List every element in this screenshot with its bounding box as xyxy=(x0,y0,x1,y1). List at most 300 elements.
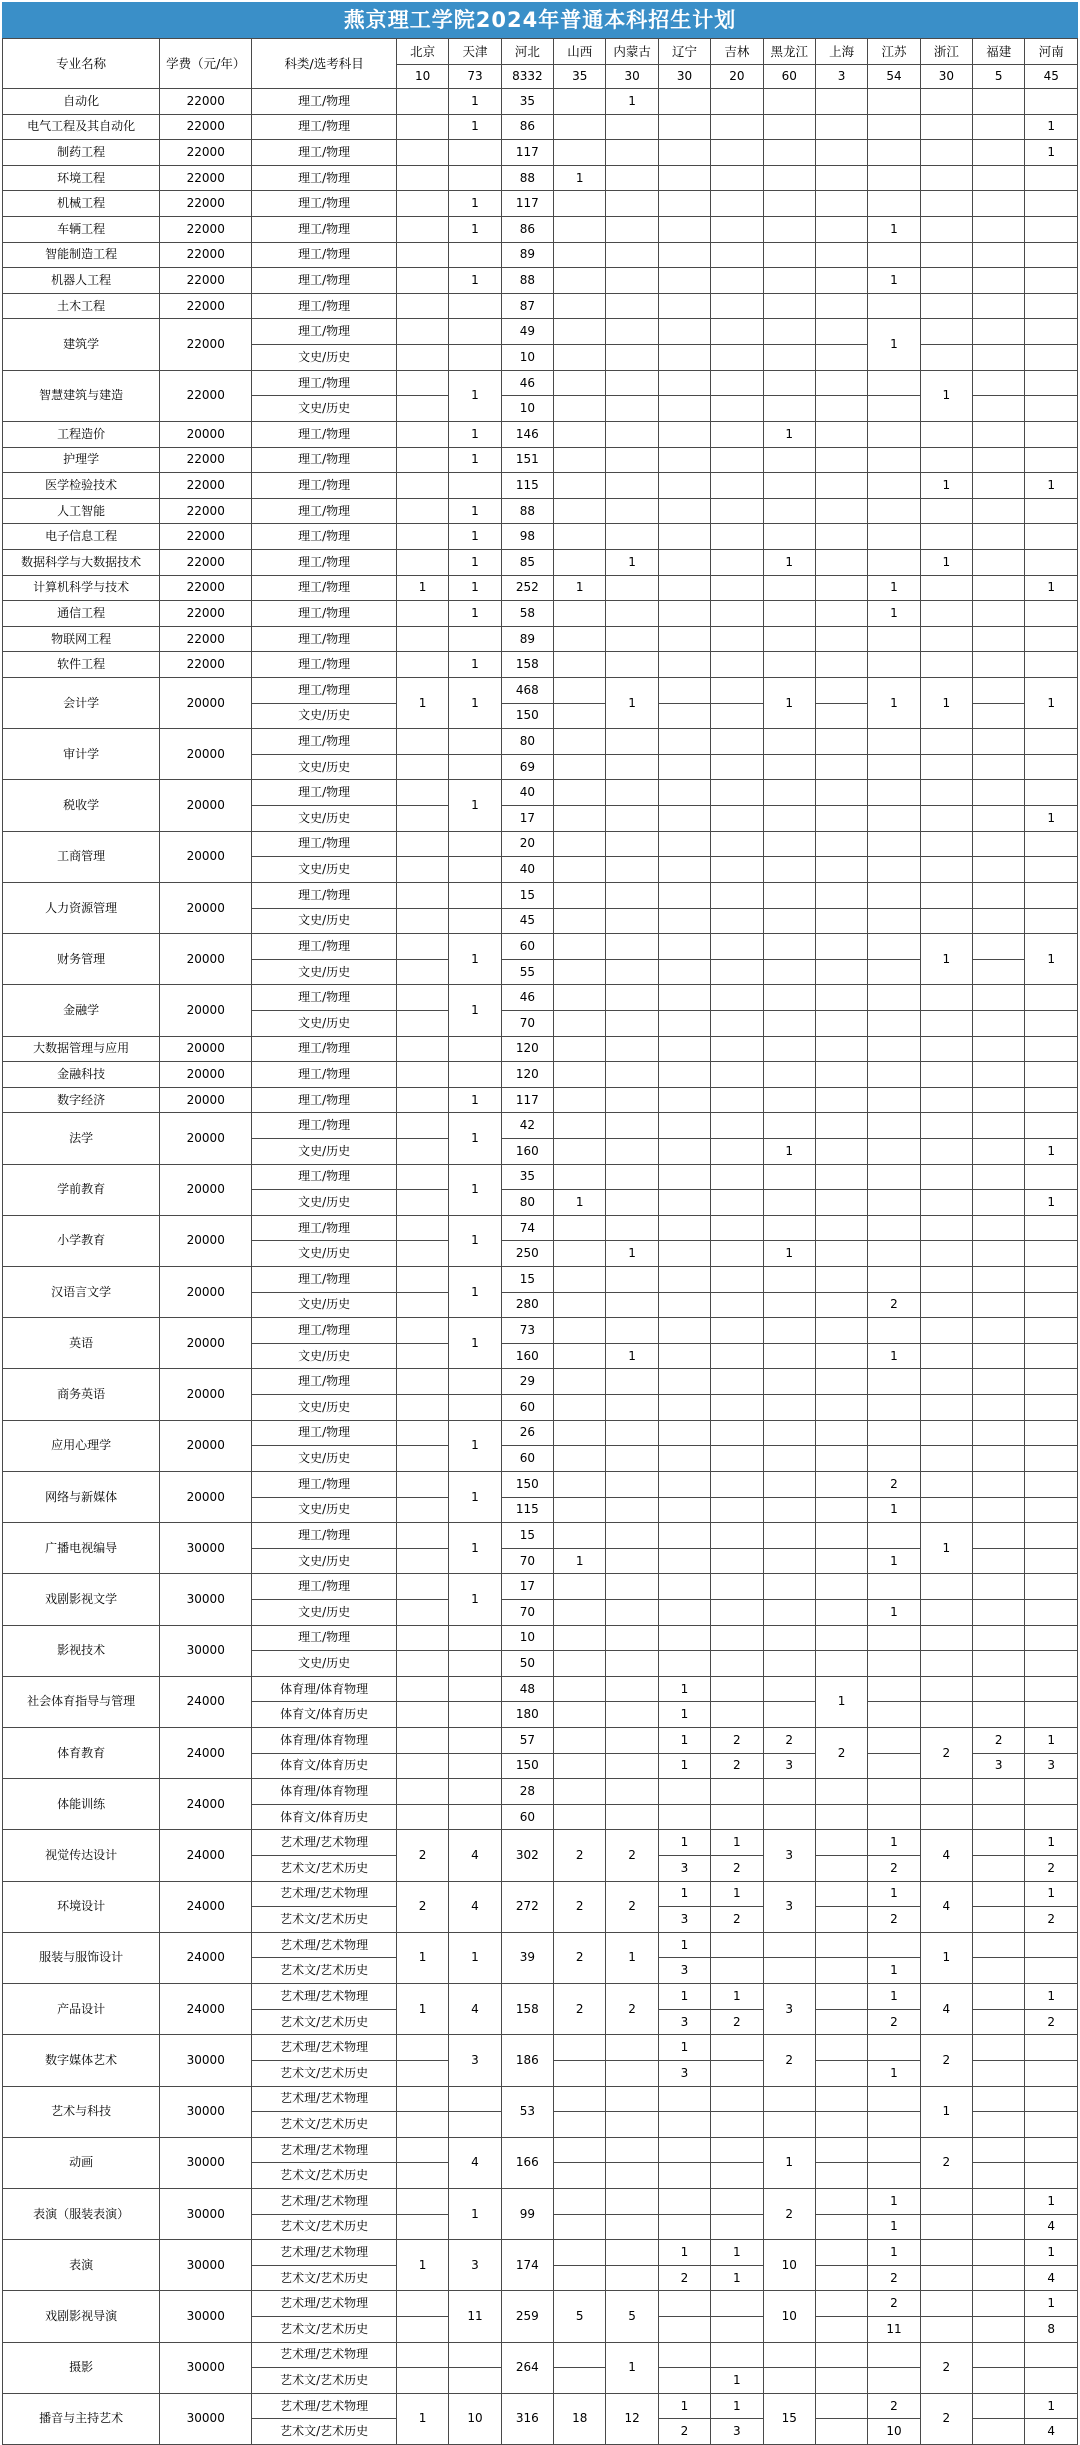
count-cell xyxy=(658,524,710,550)
count-cell xyxy=(711,575,763,601)
category-cell: 理工/物理 xyxy=(252,191,397,217)
count-cell xyxy=(606,857,658,883)
count-cell xyxy=(658,2112,710,2138)
count-cell xyxy=(1025,2342,1078,2368)
fee-cell: 22000 xyxy=(160,319,252,370)
category-cell: 理工/物理 xyxy=(252,473,397,499)
count-cell: 2 xyxy=(815,1728,867,1779)
count-cell xyxy=(1025,1574,1078,1600)
count-cell: 1 xyxy=(1025,2188,1078,2214)
count-cell: 1 xyxy=(920,473,972,499)
fee-cell: 20000 xyxy=(160,934,252,985)
count-cell xyxy=(396,1702,448,1728)
count-cell xyxy=(711,1702,763,1728)
header-province-total: 8332 xyxy=(501,65,553,89)
count-cell xyxy=(711,1292,763,1318)
count-cell xyxy=(449,345,501,371)
count-cell xyxy=(973,2060,1025,2086)
count-cell: 39 xyxy=(501,1932,553,1983)
count-cell xyxy=(396,1651,448,1677)
count-cell xyxy=(868,524,920,550)
count-cell: 85 xyxy=(501,549,553,575)
count-cell xyxy=(396,1138,448,1164)
count-cell: 87 xyxy=(501,293,553,319)
count-cell: 70 xyxy=(501,1548,553,1574)
count-cell xyxy=(1025,1343,1078,1369)
count-cell xyxy=(973,549,1025,575)
count-cell: 4 xyxy=(1025,2214,1078,2240)
count-cell xyxy=(868,498,920,524)
count-cell xyxy=(606,1728,658,1754)
count-cell xyxy=(396,1728,448,1754)
count-cell xyxy=(815,2317,867,2343)
count-cell xyxy=(763,882,815,908)
count-cell xyxy=(973,1164,1025,1190)
count-cell xyxy=(763,217,815,243)
count-cell: 99 xyxy=(501,2188,553,2239)
count-cell xyxy=(815,2086,867,2112)
count-cell xyxy=(973,1395,1025,1421)
count-cell xyxy=(449,1779,501,1805)
count-cell xyxy=(973,345,1025,371)
major-cell: 体育教育 xyxy=(3,1728,160,1779)
count-cell: 29 xyxy=(501,1369,553,1395)
count-cell xyxy=(763,524,815,550)
count-cell xyxy=(973,1497,1025,1523)
count-cell: 1 xyxy=(920,370,972,421)
count-cell xyxy=(868,1267,920,1293)
count-cell xyxy=(815,1036,867,1062)
count-cell: 264 xyxy=(501,2342,553,2393)
category-cell: 文史/历史 xyxy=(252,396,397,422)
major-cell: 戏剧影视文学 xyxy=(3,1574,160,1625)
count-cell xyxy=(868,1318,920,1344)
count-cell: 2 xyxy=(711,1856,763,1882)
count-cell xyxy=(554,1241,606,1267)
fee-cell: 22000 xyxy=(160,473,252,499)
count-cell xyxy=(658,217,710,243)
fee-cell: 20000 xyxy=(160,1062,252,1088)
count-cell xyxy=(658,242,710,268)
count-cell xyxy=(1025,1010,1078,1036)
count-cell xyxy=(1025,1087,1078,1113)
count-cell: 4 xyxy=(449,1830,501,1881)
count-cell xyxy=(658,1804,710,1830)
count-cell xyxy=(763,1548,815,1574)
count-cell xyxy=(396,1676,448,1702)
count-cell xyxy=(711,985,763,1011)
category-cell: 艺术理/艺术物理 xyxy=(252,2137,397,2163)
count-cell: 2 xyxy=(1025,1856,1078,1882)
fee-cell: 20000 xyxy=(160,1087,252,1113)
count-cell: 2 xyxy=(1025,1907,1078,1933)
count-cell: 120 xyxy=(501,1062,553,1088)
count-cell xyxy=(606,1420,658,1446)
count-cell: 280 xyxy=(501,1292,553,1318)
count-cell xyxy=(868,1369,920,1395)
count-cell: 15 xyxy=(501,1267,553,1293)
count-cell xyxy=(973,857,1025,883)
count-cell xyxy=(396,1548,448,1574)
count-cell xyxy=(449,140,501,166)
fee-cell: 20000 xyxy=(160,1420,252,1471)
count-cell: 2 xyxy=(868,2009,920,2035)
count-cell: 1 xyxy=(1025,934,1078,985)
table-row xyxy=(3,421,1078,447)
fee-cell: 20000 xyxy=(160,1369,252,1420)
count-cell xyxy=(1025,2035,1078,2061)
count-cell: 3 xyxy=(658,1856,710,1882)
count-cell: 1 xyxy=(449,678,501,729)
major-cell: 服装与服饰设计 xyxy=(3,1932,160,1983)
count-cell: 1 xyxy=(606,678,658,729)
count-cell: 302 xyxy=(501,1830,553,1881)
count-cell: 1 xyxy=(868,2240,920,2266)
count-cell xyxy=(711,1190,763,1216)
category-cell: 艺术文/艺术历史 xyxy=(252,2368,397,2394)
count-cell xyxy=(554,421,606,447)
table-row xyxy=(3,1830,1078,1856)
count-cell: 1 xyxy=(1025,2240,1078,2266)
count-cell xyxy=(554,831,606,857)
count-cell: 48 xyxy=(501,1676,553,1702)
count-cell xyxy=(449,1062,501,1088)
category-cell: 文史/历史 xyxy=(252,908,397,934)
count-cell xyxy=(606,2137,658,2163)
count-cell xyxy=(606,2188,658,2214)
count-cell: 1 xyxy=(606,549,658,575)
count-cell: 74 xyxy=(501,1215,553,1241)
count-cell xyxy=(711,1676,763,1702)
fee-cell: 22000 xyxy=(160,524,252,550)
count-cell xyxy=(763,396,815,422)
count-cell xyxy=(868,293,920,319)
table-row xyxy=(3,1318,1078,1344)
count-cell xyxy=(606,959,658,985)
count-cell xyxy=(868,2342,920,2368)
count-cell xyxy=(554,1087,606,1113)
count-cell: 89 xyxy=(501,626,553,652)
count-cell xyxy=(606,524,658,550)
count-cell xyxy=(815,601,867,627)
count-cell xyxy=(711,2060,763,2086)
header-province-total: 73 xyxy=(449,65,501,89)
count-cell xyxy=(554,1267,606,1293)
count-cell: 57 xyxy=(501,1728,553,1754)
count-cell: 28 xyxy=(501,1779,553,1805)
count-cell: 46 xyxy=(501,985,553,1011)
count-cell xyxy=(868,1574,920,1600)
count-cell xyxy=(396,882,448,908)
count-cell xyxy=(763,370,815,396)
count-cell: 160 xyxy=(501,1343,553,1369)
count-cell xyxy=(763,1625,815,1651)
count-cell xyxy=(920,319,972,345)
count-cell xyxy=(606,1779,658,1805)
count-cell: 2 xyxy=(606,1881,658,1932)
count-cell xyxy=(1025,1267,1078,1293)
category-cell: 理工/物理 xyxy=(252,1574,397,1600)
major-cell: 通信工程 xyxy=(3,601,160,627)
fee-cell: 24000 xyxy=(160,1779,252,1830)
count-cell: 115 xyxy=(501,473,553,499)
count-cell: 1 xyxy=(1025,114,1078,140)
count-cell xyxy=(868,1036,920,1062)
major-cell: 审计学 xyxy=(3,729,160,780)
table-row xyxy=(3,985,1078,1011)
count-cell xyxy=(606,1062,658,1088)
count-cell xyxy=(658,703,710,729)
count-cell xyxy=(973,1676,1025,1702)
category-cell: 艺术文/艺术历史 xyxy=(252,2419,397,2445)
count-cell xyxy=(763,1395,815,1421)
table-row xyxy=(3,1087,1078,1113)
count-cell xyxy=(868,1010,920,1036)
count-cell xyxy=(815,345,867,371)
count-cell xyxy=(920,293,972,319)
count-cell: 1 xyxy=(920,678,972,729)
count-cell xyxy=(868,370,920,396)
count-cell: 1 xyxy=(1025,2291,1078,2317)
count-cell xyxy=(396,2060,448,2086)
count-cell xyxy=(606,1164,658,1190)
count-cell xyxy=(554,1676,606,1702)
count-cell: 88 xyxy=(501,165,553,191)
count-cell xyxy=(658,1087,710,1113)
count-cell: 151 xyxy=(501,447,553,473)
table-row xyxy=(3,1523,1078,1549)
category-cell: 体育理/体育物理 xyxy=(252,1676,397,1702)
count-cell xyxy=(973,1574,1025,1600)
count-cell xyxy=(554,2188,606,2214)
count-cell xyxy=(920,447,972,473)
count-cell xyxy=(658,1625,710,1651)
table-row xyxy=(3,473,1078,499)
count-cell xyxy=(815,2419,867,2445)
count-cell: 1 xyxy=(763,1138,815,1164)
count-cell xyxy=(606,1702,658,1728)
count-cell: 1 xyxy=(868,601,920,627)
count-cell xyxy=(868,857,920,883)
count-cell xyxy=(1025,217,1078,243)
count-cell xyxy=(554,1292,606,1318)
count-cell xyxy=(920,882,972,908)
fee-cell: 30000 xyxy=(160,1625,252,1676)
table-row xyxy=(3,524,1078,550)
count-cell xyxy=(920,1113,972,1139)
count-cell xyxy=(815,2137,867,2163)
count-cell xyxy=(868,1702,920,1728)
count-cell xyxy=(815,2112,867,2138)
count-cell xyxy=(396,857,448,883)
count-cell xyxy=(396,2368,448,2394)
count-cell xyxy=(815,1830,867,1856)
count-cell xyxy=(449,1651,501,1677)
count-cell xyxy=(973,1599,1025,1625)
category-cell: 文史/历史 xyxy=(252,1138,397,1164)
count-cell xyxy=(606,165,658,191)
category-cell: 理工/物理 xyxy=(252,447,397,473)
count-cell xyxy=(711,473,763,499)
major-cell: 商务英语 xyxy=(3,1369,160,1420)
count-cell xyxy=(868,806,920,832)
count-cell xyxy=(449,626,501,652)
count-cell: 3 xyxy=(763,1984,815,2035)
count-cell: 1 xyxy=(868,2214,920,2240)
count-cell: 4 xyxy=(1025,2265,1078,2291)
count-cell xyxy=(1025,1215,1078,1241)
count-cell xyxy=(396,345,448,371)
count-cell xyxy=(711,370,763,396)
count-cell xyxy=(658,780,710,806)
count-cell xyxy=(763,908,815,934)
count-cell xyxy=(973,1087,1025,1113)
count-cell xyxy=(658,1113,710,1139)
count-cell: 146 xyxy=(501,421,553,447)
count-cell xyxy=(763,985,815,1011)
major-cell: 电子信息工程 xyxy=(3,524,160,550)
count-cell xyxy=(658,1010,710,1036)
count-cell xyxy=(973,1138,1025,1164)
fee-cell: 22000 xyxy=(160,217,252,243)
count-cell: 272 xyxy=(501,1881,553,1932)
count-cell xyxy=(815,2393,867,2419)
count-cell xyxy=(920,2291,972,2317)
category-cell: 艺术理/艺术物理 xyxy=(252,2188,397,2214)
count-cell xyxy=(973,2214,1025,2240)
count-cell: 2 xyxy=(920,2393,972,2444)
count-cell xyxy=(973,754,1025,780)
count-cell xyxy=(658,345,710,371)
count-cell xyxy=(815,2368,867,2394)
count-cell: 2 xyxy=(868,2291,920,2317)
count-cell: 3 xyxy=(449,2240,501,2291)
count-cell xyxy=(973,831,1025,857)
count-cell xyxy=(973,2291,1025,2317)
count-cell: 120 xyxy=(501,1036,553,1062)
major-cell: 制药工程 xyxy=(3,140,160,166)
count-cell xyxy=(868,2368,920,2394)
fee-cell: 22000 xyxy=(160,498,252,524)
count-cell xyxy=(920,1804,972,1830)
count-cell: 1 xyxy=(1025,1138,1078,1164)
count-cell: 2 xyxy=(606,1984,658,2035)
category-cell: 理工/物理 xyxy=(252,1215,397,1241)
count-cell: 2 xyxy=(711,2009,763,2035)
count-cell xyxy=(815,1856,867,1882)
count-cell: 86 xyxy=(501,217,553,243)
count-cell xyxy=(711,1241,763,1267)
category-cell: 文史/历史 xyxy=(252,1292,397,1318)
count-cell xyxy=(711,678,763,704)
count-cell xyxy=(396,1753,448,1779)
count-cell: 1 xyxy=(868,217,920,243)
count-cell: 2 xyxy=(554,1984,606,2035)
count-cell xyxy=(606,293,658,319)
count-cell xyxy=(1025,242,1078,268)
count-cell: 1 xyxy=(554,1190,606,1216)
fee-cell: 20000 xyxy=(160,1471,252,1522)
table-row xyxy=(3,549,1078,575)
count-cell xyxy=(868,1138,920,1164)
count-cell xyxy=(554,934,606,960)
major-cell: 车辆工程 xyxy=(3,217,160,243)
count-cell: 1 xyxy=(396,2393,448,2444)
count-cell xyxy=(920,1625,972,1651)
table-row xyxy=(3,882,1078,908)
count-cell xyxy=(658,1138,710,1164)
count-cell xyxy=(1025,2086,1078,2112)
count-cell xyxy=(554,2112,606,2138)
count-cell xyxy=(920,268,972,294)
count-cell xyxy=(815,1779,867,1805)
category-cell: 艺术理/艺术物理 xyxy=(252,1881,397,1907)
count-cell xyxy=(973,2419,1025,2445)
count-cell xyxy=(658,1420,710,1446)
fee-cell: 22000 xyxy=(160,293,252,319)
count-cell: 1 xyxy=(449,217,501,243)
count-cell: 1 xyxy=(1025,575,1078,601)
count-cell xyxy=(606,396,658,422)
category-cell: 艺术文/艺术历史 xyxy=(252,2317,397,2343)
count-cell xyxy=(606,934,658,960)
count-cell xyxy=(1025,1804,1078,1830)
count-cell xyxy=(396,89,448,115)
category-cell: 理工/物理 xyxy=(252,652,397,678)
count-cell xyxy=(815,1267,867,1293)
count-cell xyxy=(868,652,920,678)
count-cell xyxy=(815,1804,867,1830)
count-cell xyxy=(868,1215,920,1241)
count-cell xyxy=(763,1446,815,1472)
count-cell xyxy=(711,242,763,268)
table-row xyxy=(3,1676,1078,1702)
count-cell xyxy=(815,2240,867,2266)
count-cell xyxy=(815,1523,867,1549)
count-cell xyxy=(920,1599,972,1625)
count-cell xyxy=(815,1625,867,1651)
count-cell: 158 xyxy=(501,1984,553,2035)
count-cell xyxy=(815,1369,867,1395)
header-major: 专业名称 xyxy=(3,39,160,89)
count-cell xyxy=(658,549,710,575)
count-cell xyxy=(868,1420,920,1446)
count-cell xyxy=(554,1651,606,1677)
count-cell: 1 xyxy=(1025,140,1078,166)
table-row xyxy=(3,191,1078,217)
count-cell xyxy=(920,1779,972,1805)
count-cell xyxy=(1025,1958,1078,1984)
count-cell: 1 xyxy=(1025,806,1078,832)
count-cell: 2 xyxy=(606,1830,658,1881)
header-province: 河北 xyxy=(501,39,553,65)
count-cell xyxy=(554,626,606,652)
count-cell xyxy=(711,2035,763,2061)
count-cell xyxy=(1025,1599,1078,1625)
count-cell xyxy=(868,882,920,908)
table-row xyxy=(3,1625,1078,1651)
count-cell xyxy=(973,1010,1025,1036)
count-cell xyxy=(973,1932,1025,1958)
count-cell xyxy=(868,89,920,115)
count-cell xyxy=(606,729,658,755)
count-cell xyxy=(658,1062,710,1088)
count-cell: 1 xyxy=(396,1932,448,1983)
header-province: 黑龙江 xyxy=(763,39,815,65)
count-cell xyxy=(396,2112,448,2138)
count-cell: 15 xyxy=(501,1523,553,1549)
count-cell: 316 xyxy=(501,2393,553,2444)
